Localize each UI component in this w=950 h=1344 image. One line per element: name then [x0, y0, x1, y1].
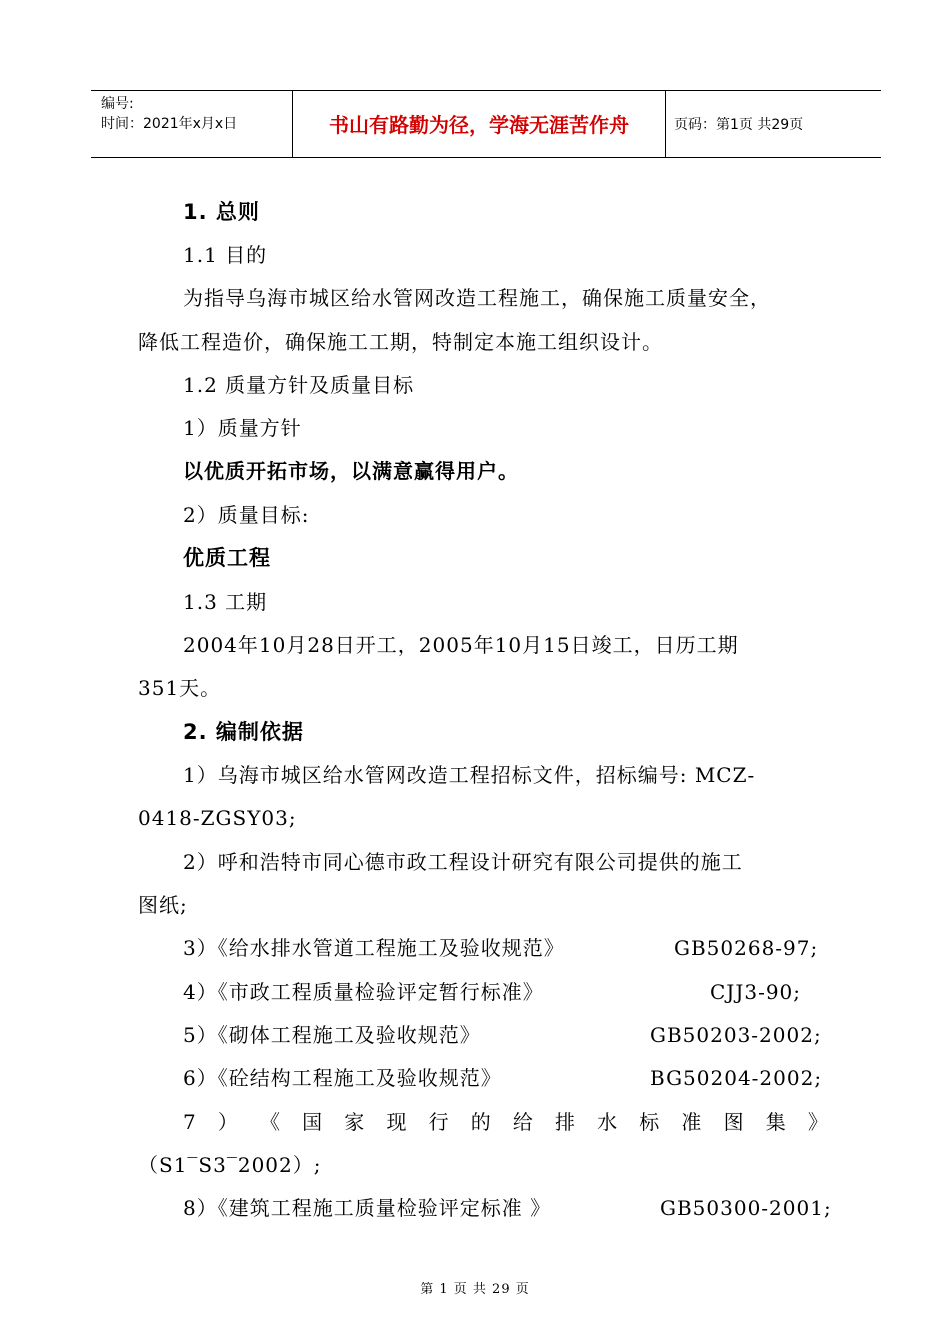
reference-5-code: GB50203-2002; [650, 1023, 822, 1047]
reference-7-char: 图 [723, 1110, 744, 1134]
reference-7-char: 排 [555, 1110, 575, 1134]
reference-1-line1: 1）乌海市城区给水管网改造工程招标文件，招标编号: MCZ- [183, 763, 756, 787]
reference-3-code: GB50268-97; [674, 936, 819, 960]
reference-7-char: 水 [597, 1110, 618, 1134]
reference-7-char: 标 [639, 1110, 660, 1134]
reference-7-line2: （S1‾S3‾2002）; [138, 1153, 322, 1177]
section-1-2-heading: 1.2 质量方针及质量目标 [183, 373, 415, 397]
schedule-line1: 2004年10月28日开工，2005年10月15日竣工，日历工期 [183, 633, 739, 657]
header-page-number: 页码：第1页 共29页 [674, 117, 804, 133]
reference-7-char: 集 [765, 1110, 786, 1134]
quality-target-text: 优质工程 [183, 546, 271, 570]
reference-2-line2: 图纸; [138, 893, 188, 917]
document-time-label: 时间：2021年x月x日 [101, 116, 238, 132]
reference-2-line1: 2）呼和浩特市同心德市政工程设计研究有限公司提供的施工 [183, 850, 743, 874]
quality-target-label: 2）质量目标: [183, 503, 310, 527]
reference-4-code: CJJ3-90; [710, 980, 802, 1004]
header-divider-right [665, 90, 666, 158]
header-divider-left [292, 90, 293, 158]
reference-7-char: 的 [470, 1110, 491, 1134]
document-number-label: 编号: [101, 96, 134, 112]
paragraph-purpose-line1: 为指导乌海市城区给水管网改造工程施工，确保施工质量安全， [183, 286, 771, 310]
reference-6-title: 6）《砼结构工程施工及验收规范》 [183, 1066, 502, 1090]
reference-7-char: 家 [344, 1110, 365, 1134]
reference-8-code: GB50300-2001; [660, 1196, 832, 1220]
schedule-line2: 351天。 [138, 676, 222, 700]
reference-7-char: 给 [512, 1110, 533, 1134]
reference-7-char: 《 [260, 1110, 281, 1134]
reference-1-line2: 0418-ZGSY03; [138, 806, 297, 830]
quality-policy-text: 以优质开拓市场，以满意赢得用户。 [183, 459, 519, 483]
header-top-rule [91, 90, 881, 91]
reference-8-title: 8）《建筑工程施工质量检验评定标准 》 [183, 1196, 552, 1220]
header-bottom-rule [91, 157, 881, 158]
section-1-1-heading: 1.1 目的 [183, 243, 268, 267]
paragraph-purpose-line2: 降低工程造价，确保施工工期，特制定本施工组织设计。 [138, 330, 663, 354]
reference-7-char: 行 [428, 1110, 449, 1134]
reference-7-char: 准 [681, 1110, 702, 1134]
reference-7-line1 [183, 1107, 828, 1137]
reference-5-title: 5）《砌体工程施工及验收规范》 [183, 1023, 481, 1047]
section-2-title: 2. 编制依据 [183, 720, 304, 744]
quality-policy-label: 1）质量方针 [183, 416, 302, 440]
reference-3-title: 3）《给水排水管道工程施工及验收规范》 [183, 936, 565, 960]
header-meta [101, 94, 237, 134]
reference-7-char: 7 [183, 1110, 196, 1134]
footer-page-number: 第 1 页 共 29 页 [420, 1282, 530, 1297]
reference-7-char: 国 [302, 1110, 323, 1134]
header-motto: 书山有路勤为径，学海无涯苦作舟 [329, 113, 629, 137]
reference-6-code: BG50204-2002; [650, 1066, 823, 1090]
section-1-title: 1. 总则 [183, 200, 260, 224]
reference-4-title: 4）《市政工程质量检验评定暂行标准》 [183, 980, 544, 1004]
reference-7-char: 》 [807, 1110, 828, 1134]
reference-7-char: 现 [386, 1110, 407, 1134]
reference-7-char: ） [217, 1110, 238, 1134]
section-1-3-heading: 1.3 工期 [183, 590, 268, 614]
